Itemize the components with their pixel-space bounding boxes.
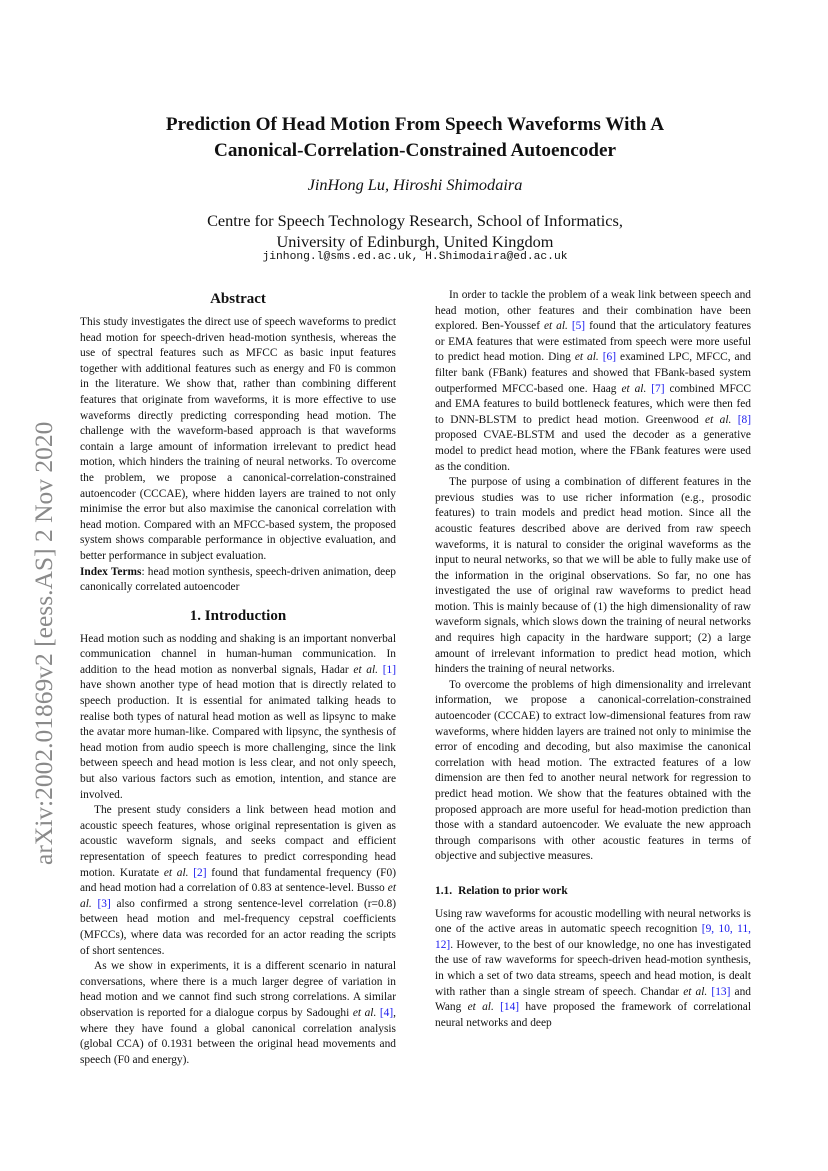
affiliation-line-2: University of Edinburgh, United Kingdom <box>276 232 554 251</box>
et-al: et al. <box>574 351 599 364</box>
et-al: et al. <box>352 1006 377 1019</box>
text-run: Head motion such as nodding and shaking is an important nonverbal communication channel in human-human communication. In addition to the head motion as nonverbal signals, Hadar <box>80 632 396 676</box>
affiliation <box>100 210 730 252</box>
et-al: et al. <box>621 382 647 395</box>
index-terms <box>80 565 396 596</box>
intro-paragraph-2 <box>80 803 396 959</box>
text-run: and Wang <box>435 985 751 1014</box>
subsection-title: Relation to prior work <box>458 884 568 897</box>
citation-link[interactable]: [5] <box>571 320 586 333</box>
et-al: et al. <box>467 1001 494 1014</box>
arxiv-stamp <box>10 350 70 870</box>
subsection-number: 1.1. <box>435 884 453 897</box>
text-run: have proposed the framework of correlational neural networks and deep <box>435 1001 751 1029</box>
et-al: et al. <box>163 866 189 879</box>
et-al: et al. <box>353 663 379 676</box>
authors: JinHong Lu, Hiroshi Shimodaira <box>307 175 523 194</box>
intro-paragraph-1 <box>80 632 396 804</box>
index-terms-label: Index Terms <box>80 565 142 578</box>
index-terms-text: : head motion synthesis, speech-driven animation, deep canonically correlated autoencoder <box>80 565 396 594</box>
text-run: have shown another type of head motion that is directly related to speech production. It is essential for animated talking heads to realise both types of natural head motion as well as lipsync to make the avatar more human-like. Compared with lipsync, the synthesis of head motion from audio speech is more challenging, since the link between speech and head motion is less clear, and not only speech, but also various factors such as emotion, intention, and stance are involved. <box>80 679 396 801</box>
affiliation-line-1: Centre for Speech Technology Research, School of Informatics, <box>207 211 623 230</box>
et-al: et al. <box>705 413 732 426</box>
text-run: . However, to the best of our knowledge, no one has investigated the use of raw waveforms for speech-driven head-motion synthesis, in which a set of two data streams, speech and head motion, is dealt with rather than a single stream of speech. Chandar <box>435 938 751 998</box>
text-run: combined MFCC and EMA features to build bottleneck features, which were then fed to DNN-BLSTM to predict head motion. Greenwood <box>435 382 751 426</box>
title-line-2: Canonical-Correlation-Constrained Autoencoder <box>213 140 617 161</box>
intro-paragraph-3 <box>80 959 396 1068</box>
right-paragraph-1 <box>435 288 751 475</box>
subsection-heading <box>435 884 751 900</box>
text-run: found that fundamental frequency (F0) and head motion had a correlation of 0.83 at sentence-level. Busso <box>80 866 396 895</box>
text-run: proposed CVAE-BLSTM and used the decoder as a generative model to predict head motion, where the FBank features were used as the condition. <box>435 429 751 473</box>
text-run: The present study considers a link between head motion and acoustic speech features, whose original representation is given as acoustic waveform signals, and seeks compact and efficient representation of speech features to predict corresponding head motion. Kuratate <box>80 804 396 879</box>
citation-link[interactable]: [13] <box>711 985 731 998</box>
text-run: also confirmed a strong sentence-level correlation (r=0.8) between head motion and mel-frequency cepstral coefficients (MFCCs), where data was recorded for an actor reading the scripts of short sentences. <box>80 897 396 957</box>
citation-link[interactable]: [2] <box>193 866 207 879</box>
citation-link[interactable]: [4] <box>379 1006 394 1019</box>
abstract-heading: Abstract <box>210 291 266 307</box>
right-paragraph-3: To overcome the problems of high dimensionality and irrelevant information, we propose a canonical-correlation-constrained autoencoder (CCCAE) to extract low-dimensional features from raw waveforms, where hidden layers are trained not only to minimise the error of encoding and decoding, but also maximise the canonical correlation with head motion. The extracted features of a low dimension are then fed to another neural network for regression to predict head motion. We show that the features obtained with the proposed approach are more useful for head-motion prediction than those with a standard autoencoder. We evaluate the new approach through comparisons with other acoustic features in terms of objective and subjective measures. <box>435 678 751 863</box>
introduction-heading: 1. Introduction <box>189 607 287 624</box>
citation-link[interactable]: [6] <box>602 351 617 364</box>
citation-link[interactable]: [9, 10, 11, 12] <box>435 923 751 951</box>
citation-link[interactable]: [8] <box>737 413 751 426</box>
text-run: , where they have found a global canonical correlation analysis (global CCA) of 0.1931 between the original head movements and speech (F0 and energy). <box>80 1006 397 1066</box>
right-column <box>435 288 751 1031</box>
text-run: found that the articulatory features or EMA features that were estimated from speech were more useful to predict head motion. Ding <box>435 320 752 364</box>
right-paragraph-4 <box>435 907 751 1032</box>
left-column <box>80 288 396 1068</box>
citation-link[interactable]: [7] <box>651 382 665 395</box>
text-run: examined LPC, MFCC, and filter bank (FBank) features and showed that FBank-based system outperformed MFCC-based one. Haag <box>435 351 751 395</box>
paper-title <box>100 112 730 164</box>
text-run: In order to tackle the problem of a weak link between speech and head motion, other features and their combination have been explored. Ben-Youssef <box>435 289 751 333</box>
et-al: et al. <box>80 882 396 910</box>
author-emails: jinhong.l@sms.ed.ac.uk, H.Shimodaira@ed.ac.uk <box>262 251 568 263</box>
arxiv-id: arXiv:2002.01869v2 [eess.AS] 2 Nov 2020 <box>29 421 58 865</box>
title-line-1: Prediction Of Head Motion From Speech Waveforms With A <box>165 114 665 135</box>
citation-link[interactable]: [1] <box>382 663 396 676</box>
abstract-text: This study investigates the direct use of speech waveforms to predict head motion for speech-driven head-motion synthesis, whereas the use of spectral features such as MFCC as basic input features together with additional features such as energy and F0 is common in the literature. We show that, rather than combining different features that originate from waveforms, it is more effective to use waveforms directly predicting corresponding head motion. The challenge with the waveform-based approach is that waveforms contain a large amount of information irrelevant to predict head motion, which hinders the training of neural networks. To overcome the problem, we propose a canonical-correlation-constrained autoencoder (CCCAE), where hidden layers are trained to not only minimise the error but also maximise the canonical correlation with head motion. Compared with an MFCC-based system, the proposed system shows comparable performance in objective evaluation, and better performance in subject evaluation. <box>80 316 396 562</box>
right-paragraph-2: The purpose of using a combination of different features in the previous studies was to use richer information (e.g., prosodic features) to train models and predict head motion. Since all the acoustic features described above are derived from raw speech waveforms, it is natural to consider the original waveforms as the input to neural networks, so that we will be able to fully make use of the information in the original observations. So far, no one has investigated the use of original raw waveforms to predict head motion. This is mainly because of (1) the high dimensionality of raw waveform signals, which slows down the training of neural networks and requires high capacity in the hardware support; (2) a large amount of irrelevant information to predict head motion, which hinders the training of neural networks. <box>435 476 751 676</box>
citation-link[interactable]: [14] <box>500 1001 520 1014</box>
et-al: et al. <box>543 320 568 333</box>
text-run: Using raw waveforms for acoustic modelling with neural networks is one of the active areas in automatic speech recognition <box>435 907 751 936</box>
text-run: As we show in experiments, it is a different scenario in natural conversations, where there is a much larger degree of variation in head motion and we cannot find such strong correlations. A similar observation is reported for a dialogue corpus by Sadoughi <box>80 960 396 1019</box>
et-al: et al. <box>683 985 708 998</box>
citation-link[interactable]: [3] <box>97 897 111 910</box>
